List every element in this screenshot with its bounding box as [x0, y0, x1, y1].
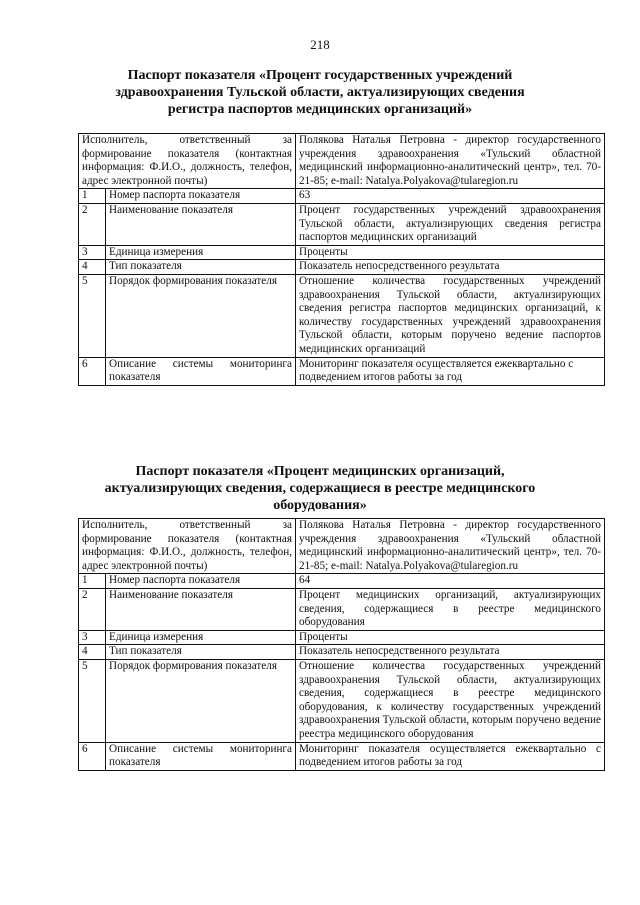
table-row	[79, 588, 605, 630]
row-label: Порядок формирования показателя	[106, 659, 296, 742]
row-value: Проценты	[296, 245, 605, 260]
row-label: Порядок формирования показателя	[106, 274, 296, 357]
passport-table-2	[78, 518, 605, 771]
table-row	[79, 203, 605, 245]
row-value: 64	[296, 574, 605, 589]
table-row	[79, 645, 605, 660]
row-number: 5	[79, 659, 106, 742]
row-label: Номер паспорта показателя	[106, 189, 296, 204]
row-value: Проценты	[296, 630, 605, 645]
executor-label: Исполнитель, ответственный за формирование показателя (контактная информация: Ф.И.О., должность, телефон, адрес электронной почты)	[79, 134, 296, 189]
passport-title-2: Паспорт показателя «Процент медицинских организаций, актуализирующих сведения, содержащиеся в реестре медицинского оборудования»	[104, 464, 536, 513]
table-row	[79, 357, 605, 385]
row-number: 4	[79, 645, 106, 660]
table-row	[79, 274, 605, 357]
row-number: 6	[79, 742, 106, 770]
row-value: Показатель непосредственного результата	[296, 260, 605, 275]
row-value: Мониторинг показателя осуществляется ежеквартально с подведением итогов работы за год	[296, 357, 605, 385]
row-number: 2	[79, 203, 106, 245]
row-label: Описание системы мониторинга показателя	[106, 742, 296, 770]
page-number: 218	[310, 37, 330, 52]
row-value: Отношение количества государственных учреждений здравоохранения Тульской области, актуализирующих сведения, содержащиеся в реестре медицинского оборудования, к количеству государственных учреждений здравоохранения Тульской области, которым поручено ведение реестра медицинского оборудования	[296, 659, 605, 742]
row-number: 2	[79, 588, 106, 630]
row-label: Описание системы мониторинга показателя	[106, 357, 296, 385]
table-row	[79, 189, 605, 204]
row-number: 1	[79, 189, 106, 204]
table-row	[79, 659, 605, 742]
row-number: 3	[79, 245, 106, 260]
row-number: 3	[79, 630, 106, 645]
row-number: 6	[79, 357, 106, 385]
row-label: Наименование показателя	[106, 203, 296, 245]
row-number: 4	[79, 260, 106, 275]
row-value: 63	[296, 189, 605, 204]
table-row	[79, 519, 605, 574]
row-value: Отношение количества государственных учреждений здравоохранения Тульской области, актуализирующих сведения регистра паспортов медицинских организаций, к количеству государственных учреждений здравоохранения Тульской области, которым поручено ведение паспортов медицинских организаций	[296, 274, 605, 357]
row-label: Номер паспорта показателя	[106, 574, 296, 589]
row-label: Наименование показателя	[106, 588, 296, 630]
table-row	[79, 134, 605, 189]
executor-value: Полякова Наталья Петровна - директор государственного учреждения здравоохранения «Тульский областной медицинский информационно-аналитический центр», тел. 70-21-85; e-mail: Natalya.Polyakova@tularegion.ru	[296, 519, 605, 574]
row-label: Тип показателя	[106, 260, 296, 275]
passport-table-1	[78, 133, 605, 386]
row-value: Мониторинг показателя осуществляется ежеквартально с подведением итогов работы за год	[296, 742, 605, 770]
passport-title-1: Паспорт показателя «Процент государственных учреждений здравоохранения Тульской области, актуализирующих сведения регистра паспортов медицинских организаций»	[115, 68, 525, 117]
row-number: 5	[79, 274, 106, 357]
table-row	[79, 574, 605, 589]
row-label: Единица измерения	[106, 630, 296, 645]
executor-label: Исполнитель, ответственный за формирование показателя (контактная информация: Ф.И.О., должность, телефон, адрес электронной почты)	[79, 519, 296, 574]
row-value: Показатель непосредственного результата	[296, 645, 605, 660]
table-row	[79, 245, 605, 260]
row-value: Процент государственных учреждений здравоохранения Тульской области, актуализирующих сведения регистра паспортов медицинских организаций	[296, 203, 605, 245]
row-number: 1	[79, 574, 106, 589]
executor-value: Полякова Наталья Петровна - директор государственного учреждения здравоохранения «Тульский областной медицинский информационно-аналитический центр», тел. 70-21-85; e-mail: Natalya.Polyakova@tularegion.ru	[296, 134, 605, 189]
table-row	[79, 742, 605, 770]
row-value: Процент медицинских организаций, актуализирующих сведения, содержащиеся в реестре медицинского оборудования	[296, 588, 605, 630]
row-label: Тип показателя	[106, 645, 296, 660]
row-label: Единица измерения	[106, 245, 296, 260]
table-row	[79, 630, 605, 645]
table-row	[79, 260, 605, 275]
